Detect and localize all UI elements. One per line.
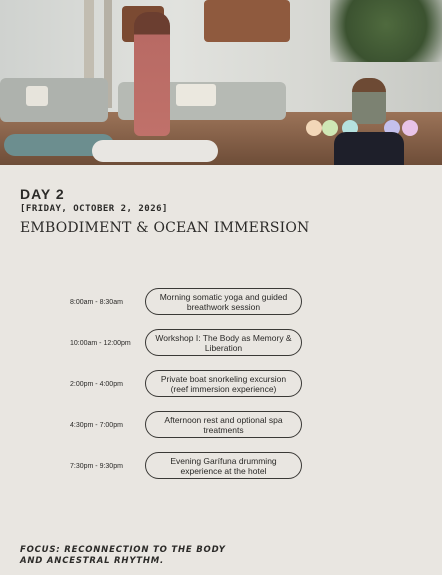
- hero-cushion: [176, 84, 216, 106]
- schedule-row: [0, 411, 442, 440]
- hero-reclining-participant: [92, 140, 218, 162]
- hero-singing-bowl: [306, 120, 322, 136]
- schedule-time: 4:30pm - 7:00pm: [70, 422, 123, 429]
- hero-seated-sound-healer: [352, 78, 386, 124]
- schedule-activity: Evening Garífuna drumming experience at the hotel: [145, 452, 302, 479]
- schedule-activity: Morning somatic yoga and guided breathwork session: [145, 288, 302, 315]
- hero-standing-instructor: [134, 12, 170, 136]
- date-label: [FRIDAY, OCTOBER 2, 2026]: [20, 204, 168, 214]
- schedule-time: 8:00am - 8:30am: [70, 299, 123, 306]
- schedule-activity: Workshop I: The Body as Memory & Liberation: [145, 329, 302, 356]
- hero-plant: [330, 0, 442, 62]
- focus-statement: [20, 545, 280, 567]
- hero-cushion: [26, 86, 48, 106]
- schedule-activity: Afternoon rest and optional spa treatments: [145, 411, 302, 438]
- day-label: DAY 2: [20, 186, 65, 202]
- hero-sofa-left: [0, 78, 108, 122]
- hero-wall-art-large: [204, 0, 290, 42]
- schedule-row: [0, 288, 442, 317]
- schedule-row: [0, 452, 442, 481]
- focus-line: FOCUS: RECONNECTION TO THE BODY: [20, 545, 226, 555]
- schedule-time: 2:00pm - 4:00pm: [70, 381, 123, 388]
- schedule-time: 7:30pm - 9:30pm: [70, 463, 123, 470]
- schedule-row: [0, 329, 442, 358]
- hero-singing-bowl: [322, 120, 338, 136]
- schedule-activity: Private boat snorkeling excursion (reef immersion experience): [145, 370, 302, 397]
- schedule-time: 10:00am - 12:00pm: [70, 340, 131, 347]
- page-title: EMBODIMENT & OCEAN IMMERSION: [20, 220, 310, 236]
- focus-line: AND ANCESTRAL RHYTHM.: [20, 556, 165, 566]
- schedule-list: [0, 288, 442, 493]
- hero-photo: [0, 0, 442, 165]
- schedule-row: [0, 370, 442, 399]
- hero-singing-bowl: [402, 120, 418, 136]
- hero-foreground-participant: [334, 132, 404, 165]
